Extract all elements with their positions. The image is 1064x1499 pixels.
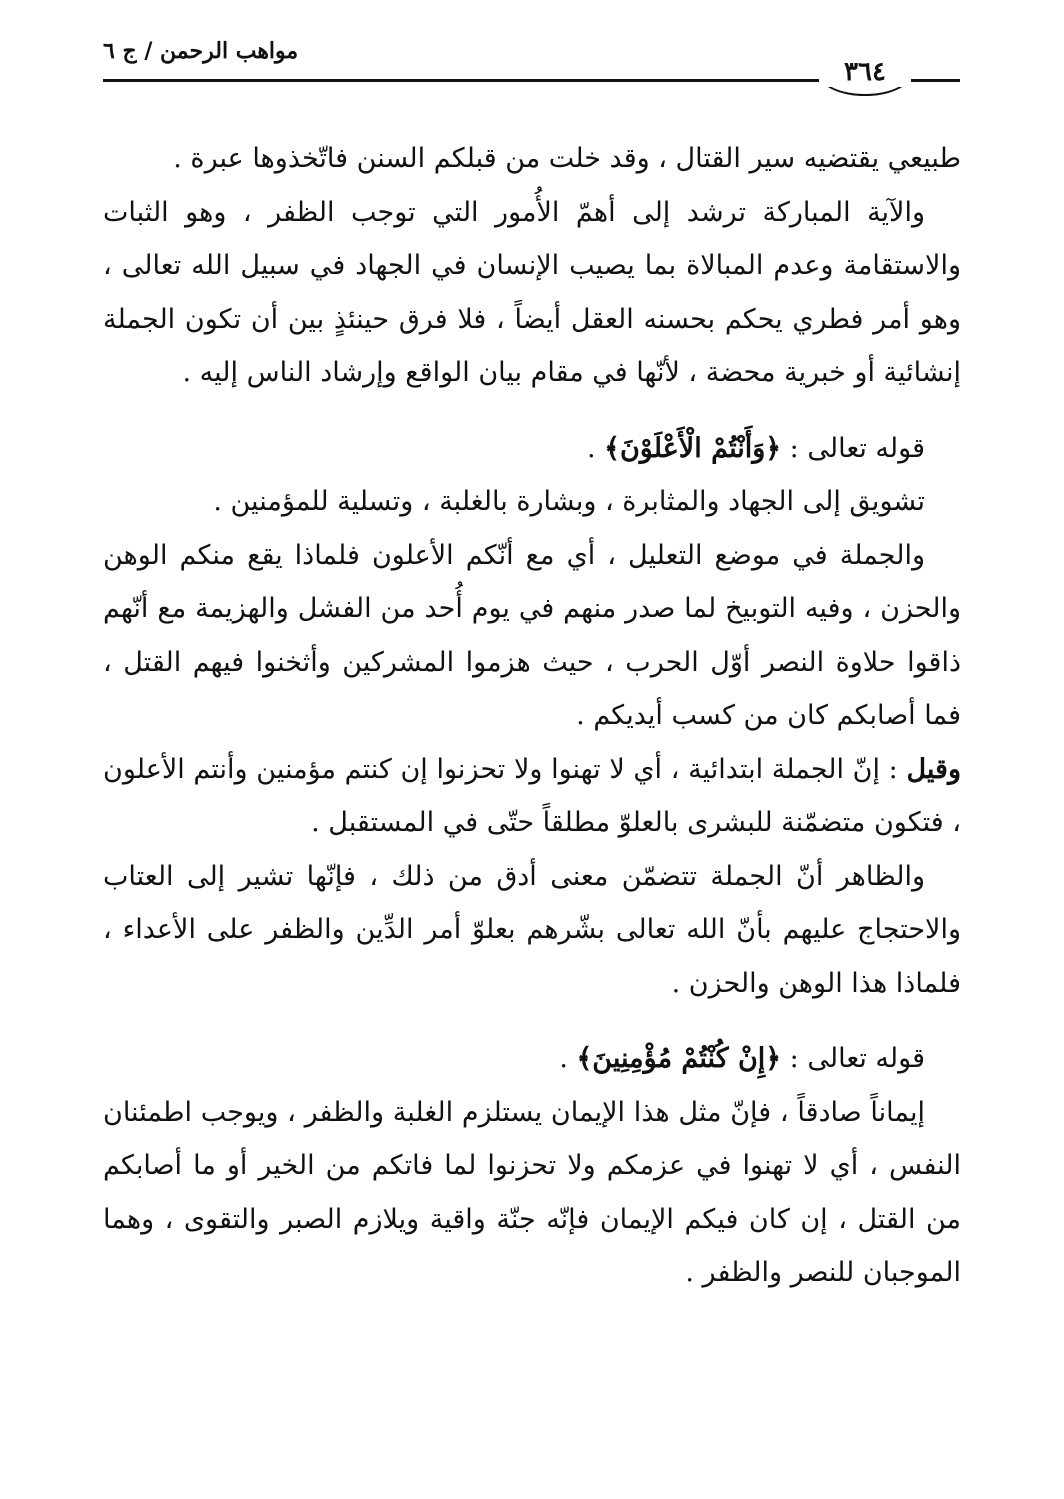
paragraph-9: إيماناً صادقاً ، فإنّ مثل هذا الإيمان يستلزم الغلبة والظفر ، ويوجب اطمئنان النفس ، أي لا تهنوا في عزمكم ولا تحزنوا لما فاتكم من الخير أو ما أصابكم من القتل ، إن كان فيكم الإيمان فإنّه جنّة واقية ويلازم الصبر والتقوى ، وهما الموجبان للنصر والظفر . bbox=[103, 1096, 961, 1288]
paragraph-7: والظاهر أنّ الجملة تتضمّن معنى أدق من ذلك ، فإنّها تشير إلى العتاب والاحتجاج عليهم بأنّ الله تعالى بشّرهم بعلوّ أمر الدِّين والظفر على الأعداء ، فلماذا هذا الوهن والحزن . bbox=[103, 860, 961, 999]
verse-heading-end: . bbox=[559, 1043, 577, 1074]
body-text bbox=[103, 132, 961, 1300]
verse-heading-end: . bbox=[586, 432, 605, 464]
paragraph-1: طبيعي يقتضيه سير القتال ، وقد خلت من قبلكم السنن فاتّخذوها عبرة . bbox=[173, 143, 961, 174]
page-number: ٣٦٤ bbox=[819, 57, 911, 87]
quran-verse-2: ﴿إِنْ كُنْتُمْ مُؤْمِنِينَ﴾ bbox=[576, 1043, 782, 1074]
paragraph-2: والآية المباركة ترشد إلى أهمّ الأُمور التي توجب الظفر ، وهو الثبات والاستقامة وعدم المبالاة بما يصيب الإنسان في الجهاد في سبيل الله تعالى ، وهو أمر فطري يحكم بحسنه العقل أيضاً ، فلا فرق حينئذٍ بين أن تكون الجملة إنشائية أو خبرية محضة ، لأنّها في مقام بيان الواقع وإرشاد الناس إليه . bbox=[103, 196, 961, 388]
quran-verse-1: ﴿وَأَنْتُمْ الْأَعْلَوْنَ﴾ bbox=[604, 432, 782, 464]
verse-heading-2 bbox=[103, 1032, 961, 1086]
paragraph-4: تشويق إلى الجهاد والمثابرة ، وبشارة بالغلبة ، وتسلية للمؤمنين . bbox=[213, 486, 925, 517]
paragraph-6-rest: : إنّ الجملة ابتدائية ، أي لا تهنوا ولا تحزنوا إن كنتم مؤمنين وأنتم الأعلون ، فتكون متضمّنة للبشرى بالعلوّ مطلقاً حتّى في المستقبل . bbox=[103, 753, 961, 838]
verse-heading-lead: قوله تعالى : bbox=[781, 432, 925, 464]
paragraph-5: والجملة في موضع التعليل ، أي مع أنّكم الأعلون فلماذا يقع منكم الوهن والحزن ، وفيه التوبيخ لما صدر منهم في يوم أُحد من الفشل والهزيمة مع أنّهم ذاقوا حلاوة النصر أوّل الحرب ، حيث هزموا المشركين وأثخنوا فيهم القتل ، فما أصابكم كان من كسب أيديكم . bbox=[103, 539, 961, 731]
paragraph-6 bbox=[103, 743, 961, 850]
verse-heading-1 bbox=[103, 422, 961, 476]
verse-heading-lead: قوله تعالى : bbox=[781, 1043, 925, 1074]
page-header bbox=[103, 28, 960, 87]
running-title: مواهب الرحمن / ج ٦ bbox=[103, 38, 299, 64]
paragraph-6-lead: وقيل bbox=[906, 753, 961, 785]
